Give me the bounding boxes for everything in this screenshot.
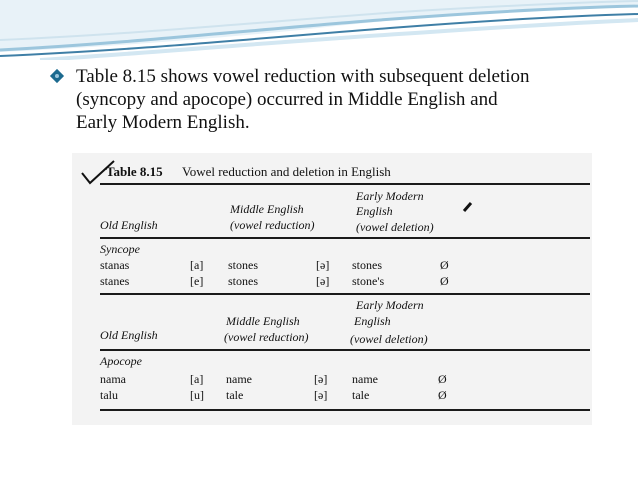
rule <box>100 237 590 239</box>
section-label-syncope: Syncope <box>100 242 140 256</box>
early-modern-header-line1: Early Modern <box>356 298 424 312</box>
early-modern-header-line1: Early Modern <box>356 189 424 203</box>
table-title: Table 8.15 <box>106 164 163 179</box>
cell-oe: stanes <box>100 274 130 288</box>
cell-eme-vowel: Ø <box>440 274 449 288</box>
cell-me-vowel: [ə] <box>316 274 330 288</box>
middle-english-header-line1: Middle English <box>230 202 304 216</box>
table-caption: Vowel reduction and deletion in English <box>182 164 391 179</box>
cell-eme: stone's <box>352 274 385 288</box>
rule <box>100 349 590 351</box>
cell-oe: stanas <box>100 258 130 272</box>
cell-oe-vowel: [e] <box>190 274 204 288</box>
bullet-text: Table 8.15 shows vowel reduction with subsequent deletion (syncopy and apocope) occurred in Middle English and Early Modern English. <box>76 66 530 133</box>
early-modern-header-line2: English <box>354 314 391 328</box>
cell-me: stones <box>228 258 258 272</box>
cell-eme-vowel: Ø <box>440 258 449 272</box>
early-modern-header-line2: English <box>356 204 393 218</box>
rule <box>100 183 590 185</box>
cell-eme: name <box>352 372 378 386</box>
header-wave-decoration <box>0 0 638 60</box>
bullet-point <box>46 65 606 134</box>
cell-me-vowel: [ə] <box>314 388 328 402</box>
pen-mark-icon <box>462 201 474 213</box>
cell-eme: tale <box>352 388 370 402</box>
middle-english-header-line2: (vowel reduction) <box>224 330 309 344</box>
old-english-header: Old English <box>100 218 158 232</box>
section-label-apocope: Apocope <box>100 354 142 368</box>
middle-english-header-line1: Middle English <box>226 314 300 328</box>
scanned-table-image <box>72 153 592 425</box>
cell-oe: nama <box>100 372 126 386</box>
middle-english-header-line2: (vowel reduction) <box>230 218 315 232</box>
cell-me-vowel: [ə] <box>314 372 328 386</box>
early-modern-header-line3: (vowel deletion) <box>350 332 428 346</box>
cell-oe-vowel: [u] <box>190 388 204 402</box>
cell-oe: talu <box>100 388 118 402</box>
old-english-header: Old English <box>100 328 158 342</box>
early-modern-header-line3: (vowel deletion) <box>356 220 434 234</box>
diamond-bullet-icon <box>46 65 76 93</box>
cell-me-vowel: [ə] <box>316 258 330 272</box>
cell-eme-vowel: Ø <box>438 372 447 386</box>
rule <box>100 293 590 295</box>
cell-oe-vowel: [a] <box>190 258 204 272</box>
cell-eme: stones <box>352 258 382 272</box>
cell-me: tale <box>226 388 244 402</box>
cell-oe-vowel: [a] <box>190 372 204 386</box>
rule <box>100 409 590 411</box>
cell-me: stones <box>228 274 258 288</box>
cell-eme-vowel: Ø <box>438 388 447 402</box>
cell-me: name <box>226 372 252 386</box>
